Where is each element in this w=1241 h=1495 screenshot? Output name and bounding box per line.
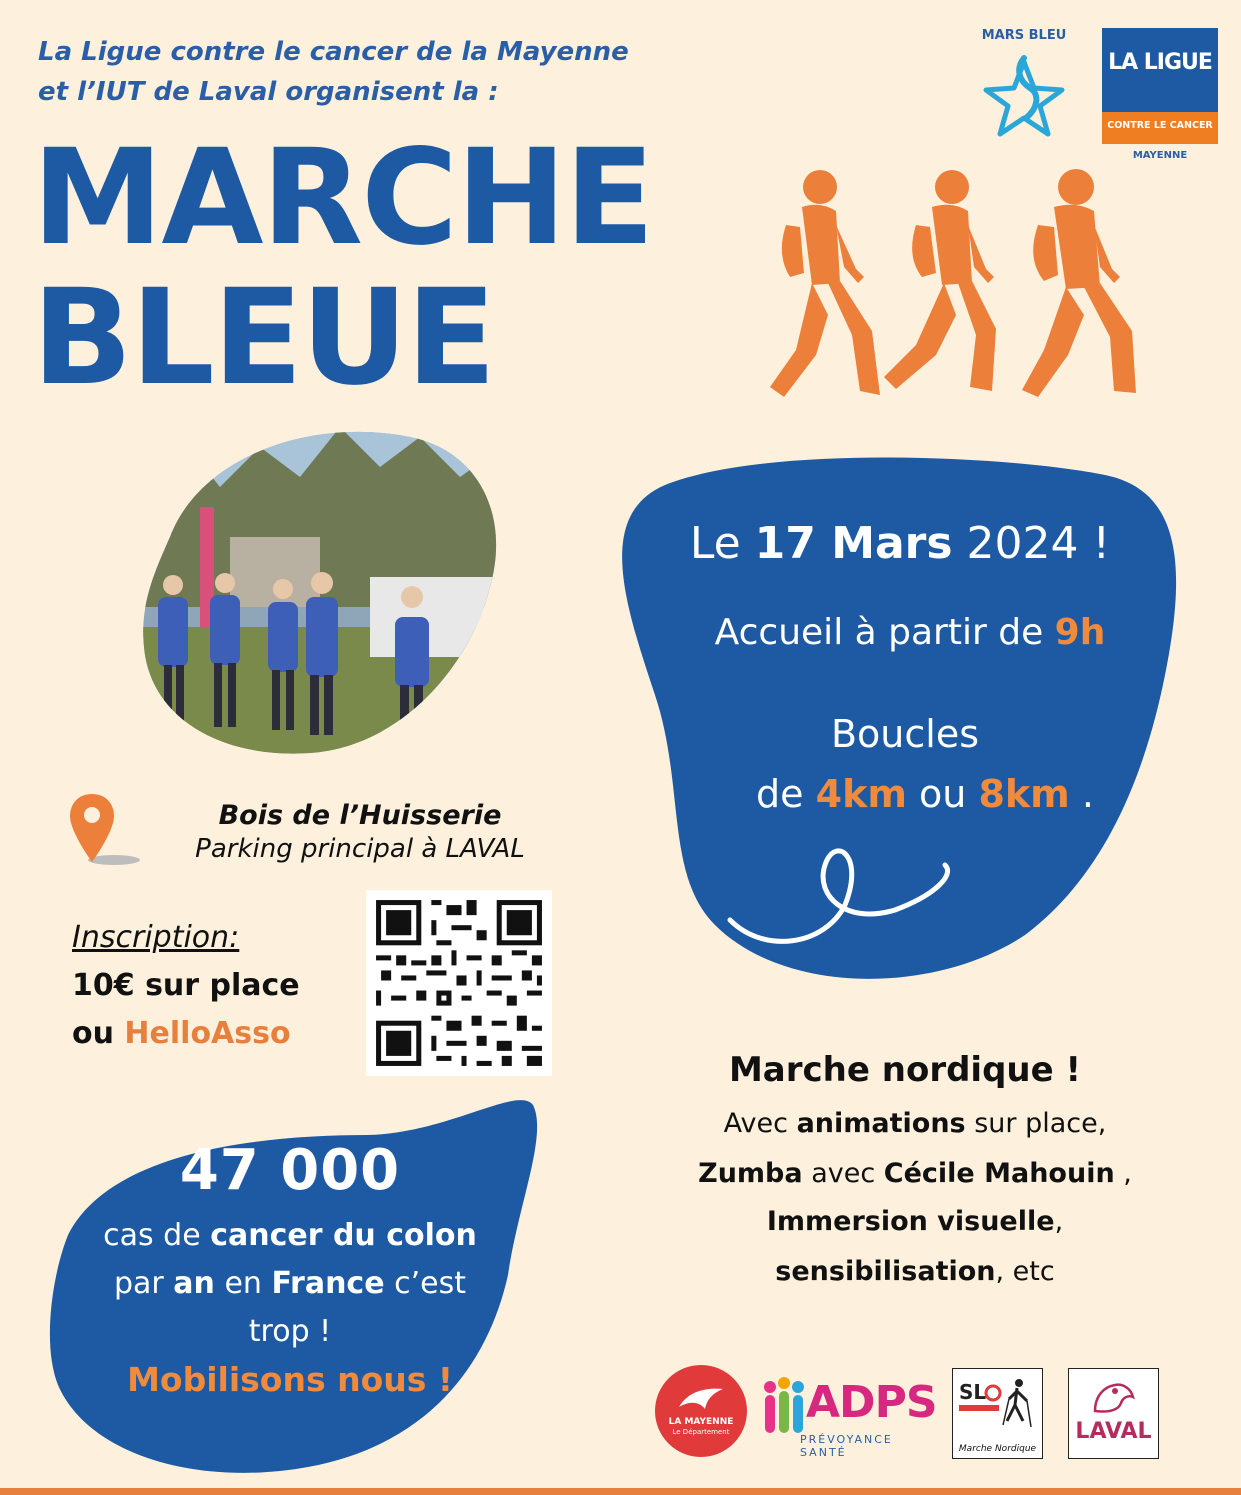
nordic-l1-b: animations: [796, 1108, 966, 1139]
nordic-l3-b: ,: [1054, 1206, 1064, 1237]
helloasso-link[interactable]: HelloAsso: [124, 1016, 291, 1051]
nordic-l2-c: Cécile Mahouin: [883, 1158, 1115, 1189]
laval-logo: [1068, 1368, 1159, 1459]
stat-l2-e: c’est: [384, 1266, 466, 1301]
laval-lion-icon: [1089, 1377, 1139, 1417]
stat-line-2: [70, 1266, 510, 1301]
boucles-ou: ou: [906, 772, 979, 816]
walkers-illustration: [740, 165, 1180, 415]
event-date: [640, 518, 1160, 569]
nordic-l4-a: sensibilisation: [775, 1256, 996, 1287]
adps-logo: [760, 1375, 940, 1459]
inscription-label: Inscription:: [72, 920, 240, 955]
nordic-walker-icon: [957, 1375, 1037, 1431]
stat-mobilise: Mobilisons nous !: [127, 1360, 453, 1399]
accueil-prefix: Accueil à partir de: [714, 612, 1055, 653]
intro-line-2: et l’IUT de Laval organisent la :: [38, 77, 499, 107]
nordic-l2-d: ,: [1114, 1158, 1132, 1189]
qr-code[interactable]: [366, 890, 552, 1076]
nordic-line-4: [620, 1256, 1210, 1287]
stat-l1-b: cancer du colon: [210, 1218, 477, 1253]
title-line-2: BLEUE: [32, 261, 495, 415]
distance-short: 4km: [815, 772, 907, 816]
stat-line-3: trop !: [248, 1314, 332, 1349]
inscription-price: 10€ sur place: [72, 968, 300, 1003]
la-mayenne-logo: [655, 1365, 747, 1457]
boucles-end: .: [1069, 772, 1094, 816]
boucles-distances: [640, 772, 1210, 816]
bottom-bar: [0, 1488, 1241, 1495]
date-prefix: Le: [689, 518, 755, 569]
adps-name: ADPS: [806, 1377, 937, 1428]
intro-text: [38, 32, 718, 112]
location-pin-icon: [70, 792, 142, 870]
slo-marche-nordique-logo: [952, 1368, 1043, 1459]
page-title: [32, 121, 653, 415]
svg-text:SL: SL: [959, 1380, 987, 1404]
location-name: Bois de l’Huisserie: [218, 800, 502, 831]
title-line-1: MARCHE: [32, 121, 653, 275]
date-day-month: 17 Mars: [754, 518, 953, 569]
stat-line-1: [70, 1218, 510, 1253]
event-photo: [140, 427, 502, 755]
horse-icon: [677, 1383, 725, 1413]
adps-people-icon: [760, 1377, 810, 1439]
mars-bleu-label: MARS BLEU: [981, 28, 1067, 43]
accueil-time: 9h: [1054, 612, 1106, 653]
stat-l2-b: an: [173, 1266, 215, 1301]
stat-l2-d: France: [271, 1266, 385, 1301]
boucles-de: de: [756, 772, 816, 816]
nordic-l4-b: , etc: [995, 1256, 1055, 1287]
stat-number: 47 000: [179, 1138, 401, 1203]
ligue-sub: CONTRE LE CANCER: [1107, 120, 1213, 131]
ligue-name: LA LIGUE: [1108, 50, 1212, 75]
nordic-l1-c: sur place,: [965, 1108, 1107, 1139]
boucles-label: Boucles: [830, 712, 980, 756]
inscription-alternative: [72, 1016, 291, 1051]
stat-l1-a: cas de: [103, 1218, 211, 1253]
nordic-l1-a: Avec: [723, 1108, 797, 1139]
nordic-l2-b: avec: [802, 1158, 884, 1189]
event-accueil: [640, 612, 1180, 653]
distance-long: 8km: [978, 772, 1070, 816]
nordic-line-2: [620, 1158, 1210, 1189]
stat-l2-c: en: [214, 1266, 272, 1301]
nordic-l3-a: Immersion visuelle: [766, 1206, 1055, 1237]
location-sub: Parking principal à LAVAL: [195, 834, 525, 864]
adps-sub: PRÉVOYANCE SANTÉ: [800, 1433, 893, 1459]
ligue-region: MAYENNE: [1132, 150, 1188, 161]
mars-bleu-logo: [968, 28, 1080, 148]
nordic-l2-a: Zumba: [698, 1158, 803, 1189]
inscription-or: ou: [72, 1016, 125, 1051]
nordic-line-3: [620, 1206, 1210, 1237]
nordic-line-1: [620, 1108, 1210, 1139]
slo-sub: Marche Nordique: [958, 1444, 1037, 1454]
la-ligue-logo: [1102, 28, 1218, 144]
stat-l2-a: par: [114, 1266, 174, 1301]
la-mayenne-name: LA MAYENNE: [668, 1417, 734, 1427]
nordic-title: Marche nordique !: [728, 1050, 1082, 1090]
intro-line-1: La Ligue contre le cancer de la Mayenne: [38, 37, 629, 67]
laval-name: LAVAL: [1075, 1419, 1152, 1444]
date-year: 2024 !: [952, 518, 1111, 569]
la-mayenne-sub: Le Département: [672, 1428, 730, 1436]
